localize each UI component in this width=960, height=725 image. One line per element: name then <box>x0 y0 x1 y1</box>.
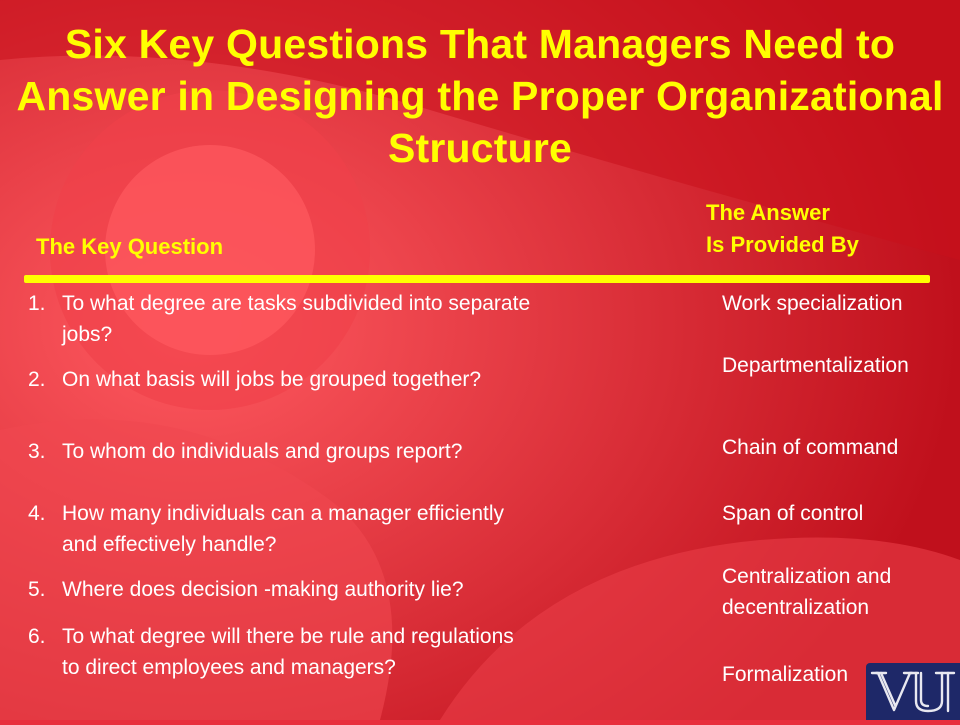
question-number: 5. <box>28 578 46 601</box>
slide-title: Six Key Questions That Managers Need to Answer in Designing the Proper Organizational Structure <box>16 21 944 171</box>
question-text: To what degree will there be rule and regulations to direct employees and managers? <box>62 625 514 679</box>
question-text: On what basis will jobs be grouped together? <box>62 368 482 391</box>
question-6 <box>28 621 518 683</box>
answer-2: Departmentalization <box>722 354 909 377</box>
vu-logo-mark <box>866 663 960 720</box>
column-heading-answer-line2: Is Provided By <box>706 232 859 257</box>
heading-divider <box>24 275 930 283</box>
answer-1: Work specialization <box>722 292 903 315</box>
vu-logo <box>866 663 960 720</box>
question-4 <box>28 498 528 560</box>
answer-5-line2: decentralization <box>722 596 870 619</box>
question-number: 3. <box>28 440 46 463</box>
question-number: 4. <box>28 502 46 525</box>
question-number: 2. <box>28 368 46 391</box>
question-3 <box>28 436 588 467</box>
question-5 <box>28 574 588 605</box>
answer-5 <box>722 561 960 623</box>
column-heading-answer-line1: The Answer <box>706 200 830 225</box>
answer-6: Formalization <box>722 663 849 686</box>
answer-3: Chain of command <box>722 436 899 459</box>
question-1 <box>28 288 568 350</box>
question-text: How many individuals can a manager efficiently and effectively handle? <box>62 502 505 556</box>
column-heading-answer <box>706 197 956 261</box>
question-number: 1. <box>28 292 46 315</box>
column-heading-key-question: The Key Question <box>36 234 224 259</box>
answer-5-line1: Centralization and <box>722 565 892 588</box>
answer-4: Span of control <box>722 502 864 525</box>
question-2 <box>28 364 498 395</box>
question-number: 6. <box>28 625 46 648</box>
question-text: To what degree are tasks subdivided into separate jobs? <box>62 292 531 346</box>
question-text: Where does decision -making authority lie? <box>62 578 464 601</box>
question-text: To whom do individuals and groups report? <box>62 440 463 463</box>
